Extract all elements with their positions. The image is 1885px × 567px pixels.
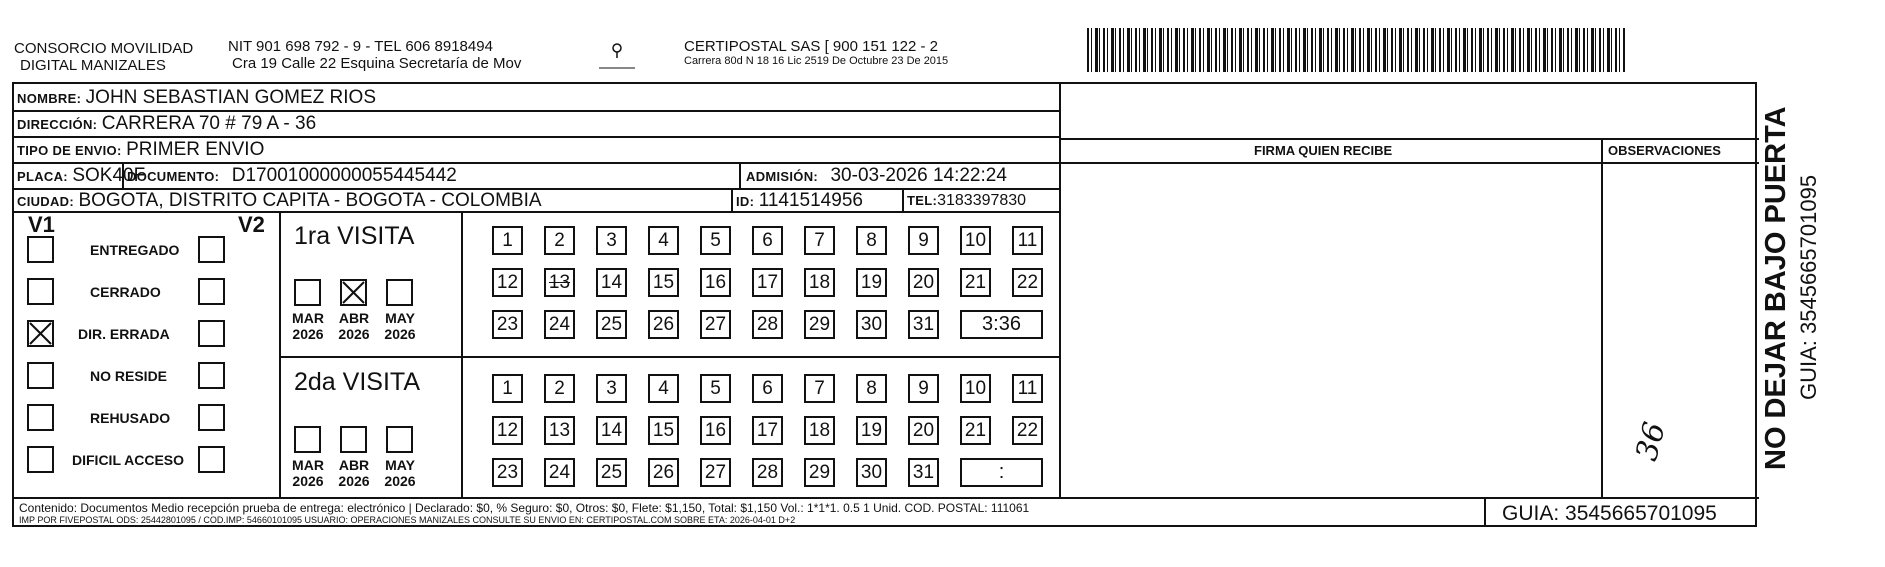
- day-box[interactable]: 20: [908, 268, 939, 297]
- day-box[interactable]: 12: [492, 268, 523, 297]
- day-box[interactable]: 5: [700, 226, 731, 255]
- day-box[interactable]: 8: [856, 226, 887, 255]
- month-name: MAR: [292, 310, 324, 326]
- month-name: MAY: [385, 457, 415, 473]
- month-name: MAY: [385, 310, 415, 326]
- documento-label: DOCUMENTO:: [127, 169, 220, 184]
- id-value: 1141514956: [758, 190, 863, 211]
- time-box[interactable]: :: [960, 458, 1043, 487]
- placa-label: PLACA:: [17, 169, 68, 184]
- day-box[interactable]: 30: [856, 458, 887, 487]
- firma-header: FIRMA QUIEN RECIBE: [1254, 143, 1393, 158]
- observation-handwriting: 36: [1629, 418, 1673, 465]
- day-box[interactable]: 6: [752, 374, 783, 403]
- day-box[interactable]: 9: [908, 374, 939, 403]
- v1-header: V1: [28, 212, 55, 237]
- day-box[interactable]: 18: [804, 268, 835, 297]
- day-box[interactable]: 27: [700, 310, 731, 339]
- month-name: ABR: [338, 310, 370, 326]
- month-checkbox[interactable]: [386, 279, 413, 306]
- day-box[interactable]: 13: [544, 416, 575, 445]
- day-box[interactable]: 6: [752, 226, 783, 255]
- placa-value: SOK40F: [72, 165, 146, 186]
- tel-label: TEL:: [907, 193, 938, 208]
- status-label: REHUSADO: [90, 410, 171, 426]
- day-box[interactable]: 29: [804, 310, 835, 339]
- time-box[interactable]: 3:36: [960, 310, 1043, 339]
- delivery-form: [12, 82, 1757, 527]
- day-box[interactable]: 8: [856, 374, 887, 403]
- day-box[interactable]: 13: [544, 268, 575, 297]
- day-box[interactable]: 10: [960, 226, 991, 255]
- observaciones-header: OBSERVACIONES: [1608, 143, 1721, 158]
- day-box[interactable]: 18: [804, 416, 835, 445]
- carrier-logo-icon: [595, 40, 639, 72]
- first-visit-title: 1ra VISITA: [294, 222, 415, 250]
- day-box[interactable]: 15: [648, 268, 679, 297]
- status-label: DIR. ERRADA: [78, 326, 170, 342]
- ciudad-label: CIUDAD:: [17, 194, 74, 209]
- v2-checkbox[interactable]: [198, 362, 225, 389]
- day-box[interactable]: 24: [544, 458, 575, 487]
- month-label: [288, 457, 328, 489]
- address-line: Cra 19 Calle 22 Esquina Secretaría de Mov: [232, 55, 522, 72]
- tel-value: 3183397830: [937, 192, 1027, 209]
- day-box[interactable]: 3: [596, 226, 627, 255]
- company-contact: [228, 38, 521, 72]
- status-label: DIFICIL ACCESO: [72, 452, 185, 468]
- day-box[interactable]: 14: [596, 268, 627, 297]
- day-box[interactable]: 25: [596, 458, 627, 487]
- footer-content-line: Contenido: Documentos Medio recepción prueba de entrega: electrónico | Declarado: $0, % Seguro: $0, Otros: $0, Flete: $1,150, Total: $1,150 Vol.: 1*1*1. 0.5 1 Unid. COD. POSTAL: 111061: [19, 501, 1030, 515]
- v2-checkbox[interactable]: [198, 278, 225, 305]
- day-box[interactable]: 10: [960, 374, 991, 403]
- nombre-label: NOMBRE:: [17, 91, 82, 106]
- carrier-line2: Carrera 80d N 18 16 Lic 2519 De Octubre 23 De 2015: [684, 55, 949, 67]
- v1-checkbox[interactable]: [27, 404, 54, 431]
- day-box[interactable]: 14: [596, 416, 627, 445]
- month-checkbox[interactable]: [294, 279, 321, 306]
- day-box[interactable]: 3: [596, 374, 627, 403]
- day-box[interactable]: 1: [492, 374, 523, 403]
- v2-checkbox[interactable]: [198, 236, 225, 263]
- month-label: [380, 457, 420, 489]
- day-box[interactable]: 11: [1012, 374, 1043, 403]
- admision-label: ADMISIÓN:: [746, 169, 819, 184]
- side-guia: GUIA: 3545665701095: [1796, 174, 1821, 400]
- direccion-label: DIRECCIÓN:: [17, 117, 98, 132]
- footer-guia: GUIA: 3545665701095: [1502, 502, 1717, 525]
- carrier-info: [684, 38, 948, 67]
- admision-value: 30-03-2026 14:22:24: [830, 165, 1007, 186]
- day-box[interactable]: 22: [1012, 416, 1043, 445]
- v1-checkbox[interactable]: [27, 320, 54, 347]
- day-box[interactable]: 23: [492, 310, 523, 339]
- day-box[interactable]: 29: [804, 458, 835, 487]
- day-box[interactable]: 31: [908, 310, 939, 339]
- barcode: [1087, 28, 1625, 72]
- no-dejar-bajo-puerta: NO DEJAR BAJO PUERTA: [1760, 106, 1792, 470]
- nombre-value: JOHN SEBASTIAN GOMEZ RIOS: [85, 87, 376, 108]
- day-box[interactable]: 24: [544, 310, 575, 339]
- month-year: 2026: [292, 473, 324, 489]
- day-box[interactable]: 21: [960, 268, 991, 297]
- month-checkbox[interactable]: [294, 426, 321, 453]
- day-box[interactable]: 28: [752, 458, 783, 487]
- id-label: ID:: [736, 194, 755, 209]
- day-box[interactable]: 25: [596, 310, 627, 339]
- carrier-line1: CERTIPOSTAL SAS [ 900 151 122 - 2: [684, 38, 939, 55]
- day-box[interactable]: 19: [856, 416, 887, 445]
- v1-checkbox[interactable]: [27, 278, 54, 305]
- company-name: [14, 40, 193, 74]
- footer-print-line: IMP POR FIVEPOSTAL ODS: 25442801095 / COD.IMP: 54660101095 USUARIO: OPERACIONES MANIZALES CONSULTE SU ENVIO EN: CERTIPOSTAL.COM SOBRE ETA: 2026-04-01 D+2: [19, 515, 796, 525]
- documento-value: D17001000000055445442: [231, 165, 457, 186]
- month-label: [334, 310, 374, 342]
- month-name: MAR: [292, 457, 324, 473]
- day-box[interactable]: 2: [544, 374, 575, 403]
- month-checkbox[interactable]: [340, 426, 367, 453]
- company-line2: DIGITAL MANIZALES: [20, 57, 166, 74]
- day-box[interactable]: 12: [492, 416, 523, 445]
- day-box[interactable]: 22: [1012, 268, 1043, 297]
- day-box[interactable]: 1: [492, 226, 523, 255]
- month-label: [288, 310, 328, 342]
- v1-checkbox[interactable]: [27, 446, 54, 473]
- day-box[interactable]: 31: [908, 458, 939, 487]
- day-box[interactable]: 4: [648, 374, 679, 403]
- month-year: 2026: [338, 326, 370, 342]
- v2-checkbox[interactable]: [198, 320, 225, 347]
- v2-checkbox[interactable]: [198, 404, 225, 431]
- second-visit-title: 2da VISITA: [294, 368, 420, 396]
- v2-checkbox[interactable]: [198, 446, 225, 473]
- v1-checkbox[interactable]: [27, 236, 54, 263]
- month-name: ABR: [338, 457, 370, 473]
- status-label: CERRADO: [90, 284, 161, 300]
- status-label: ENTREGADO: [90, 242, 180, 258]
- day-box[interactable]: 7: [804, 226, 835, 255]
- day-box[interactable]: 4: [648, 226, 679, 255]
- status-label: NO RESIDE: [90, 368, 168, 384]
- month-year: 2026: [384, 326, 416, 342]
- day-box[interactable]: 15: [648, 416, 679, 445]
- month-label: [334, 457, 374, 489]
- v2-header: V2: [238, 212, 265, 237]
- day-box[interactable]: 7: [804, 374, 835, 403]
- day-box[interactable]: 19: [856, 268, 887, 297]
- nit-line: NIT 901 698 792 - 9 - TEL 606 8918494: [228, 38, 493, 55]
- day-box[interactable]: 9: [908, 226, 939, 255]
- day-box[interactable]: 28: [752, 310, 783, 339]
- day-box[interactable]: 16: [700, 268, 731, 297]
- direccion-value: CARRERA 70 # 79 A - 36: [101, 113, 317, 134]
- day-box[interactable]: 2: [544, 226, 575, 255]
- company-line1: CONSORCIO MOVILIDAD: [14, 40, 194, 57]
- month-label: [380, 310, 420, 342]
- month-checkbox[interactable]: [340, 279, 367, 306]
- month-year: 2026: [292, 326, 324, 342]
- day-box[interactable]: 5: [700, 374, 731, 403]
- day-box[interactable]: 21: [960, 416, 991, 445]
- v1-checkbox[interactable]: [27, 362, 54, 389]
- tipo-envio-label: TIPO DE ENVIO:: [17, 143, 122, 158]
- day-box[interactable]: 26: [648, 310, 679, 339]
- day-box[interactable]: 27: [700, 458, 731, 487]
- day-box[interactable]: 26: [648, 458, 679, 487]
- tipo-envio-value: PRIMER ENVIO: [126, 139, 265, 160]
- month-checkbox[interactable]: [386, 426, 413, 453]
- day-box[interactable]: 16: [700, 416, 731, 445]
- day-box[interactable]: 23: [492, 458, 523, 487]
- day-box[interactable]: 30: [856, 310, 887, 339]
- month-year: 2026: [384, 473, 416, 489]
- month-year: 2026: [338, 473, 370, 489]
- day-box[interactable]: 17: [752, 416, 783, 445]
- day-box[interactable]: 17: [752, 268, 783, 297]
- day-box[interactable]: 11: [1012, 226, 1043, 255]
- ciudad-value: BOGOTA, DISTRITO CAPITA - BOGOTA - COLOMBIA: [78, 190, 542, 211]
- day-box[interactable]: 20: [908, 416, 939, 445]
